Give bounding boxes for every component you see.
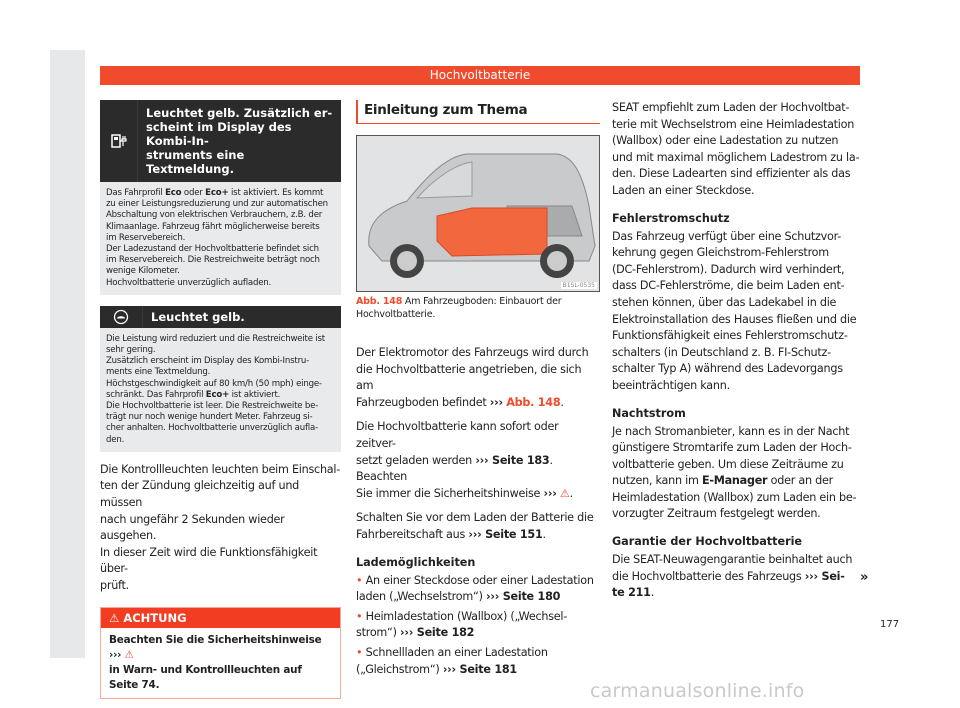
indicator-box-2-title: Leuchtet gelb. (151, 309, 245, 324)
section-heading: Einleitung zum Thema (356, 100, 600, 124)
text: E-Manager (701, 474, 768, 488)
paragraph: Die Kontrollleuchten leuchten beim Einschal- ten der Zündung gleichzeitig auf und müssen nach ungefähr 2 Sekunden wieder ausgehen. In dieser Zeit wird die Funktionsfähigkeit über- prüft. (100, 462, 341, 593)
bullet-icon: • (356, 573, 366, 587)
text: ››› (489, 395, 503, 409)
page-link[interactable]: ››› Seite 182 (400, 626, 475, 640)
warning-box (100, 607, 341, 699)
text: Eco+ (205, 188, 229, 198)
text: Heimladestation (Wallbox) („Wechsel- strom“) (356, 609, 568, 640)
paragraph: Das Fahrzeug verfügt über eine Schutzvor- kehrung gegen Gleichstrom-Fehlerstrom (DC-Fehlerstrom). Dadurch wird verhindert, dass DC-Fehlerströme, die beim Laden ent- stehen können, über das Ladekabel in die Elektroinstallation des Hauses fließen und die Funktionsfähigkeit eines Fehlerstromschutz- schalters (in Deutschland z. B. FI-Schutz- schalter Typ A) während des Ladevorgangs beeinträchtigen kann. (612, 229, 857, 392)
page-link[interactable]: ››› Seite 180 (486, 590, 561, 604)
page-link[interactable]: ››› Seite 183 (475, 453, 550, 467)
paragraph: SEAT empfiehlt zum Laden der Hochvoltbat- terie mit Wechselstrom eine Heimladestation (Wallbox) oder eine Ladestation zu nutzen und mit maximal möglichem Ladestrom zu la- den. Diese Ladearten sind effizienter als das Laden an einer Steckdose. (612, 101, 860, 197)
text: ist aktiviert. Es kommt zu einer Leistungsreduzierung und zur automatischen Abschaltung von elektrischen Verbrauchern, z.B. der Klimaanlage. Fahrzeug fährt möglicherweise bereits im Reservebereich. Der Ladezustand der Hochvoltbatterie befindet sich im Reservebereich. Die Restreichweite beträgt noch wenige Kilometer. Hochvoltbatterie unverzüglich aufladen. (106, 188, 328, 288)
text: Der Elektromotor des Fahrzeugs wird durch die Hochvoltbatterie angetrieben, die sich am Fahrzeugboden befindet (356, 346, 589, 409)
text: Schalten Sie vor dem Laden der Batterie die Fahrbereitschaft aus (356, 511, 594, 541)
text: Je nach Stromanbieter, kann es in der Nacht günstigere Stromtarife zum Laden der Hoch- voltbatterie geben. Um diese Zeiträume zu nutzen, kann im (612, 424, 852, 488)
page-link[interactable]: ››› Sei- te 211 (612, 569, 845, 600)
warning-link[interactable]: in Warn- und Kontrollleuchten auf Seite 74. (109, 663, 302, 691)
subheading: Lademöglichkeiten (356, 555, 476, 569)
indicator-box-1-body (100, 182, 341, 295)
text: Schnellladen an einer Ladestation („Gleichstrom“) (356, 645, 548, 676)
bullet-icon: • (356, 645, 366, 659)
figure-battery-location (356, 135, 600, 292)
warning-body (101, 628, 340, 698)
paragraph (612, 552, 862, 602)
text: Die Leistung wird reduziert und die Restreichweite ist sehr gering. Zusätzlich erscheint im Display des Kombi-Instru- ments eine Textmeldung. Höchstgeschwindigkeit auf 80 km/h (50 mph) einge- schränkt. Das Fahrprofil (106, 333, 325, 400)
text: Die SEAT-Neuwagengarantie beinhaltet auch die Hochvoltbatterie des Fahrzeugs (612, 553, 853, 583)
text: . Beachten Sie immer die Sicherheitshinweise (356, 453, 553, 500)
indicator-box-2-body (100, 328, 341, 452)
text: oder an der Heimladestation (Wallbox) zum Laden ein be- vorzugter Zeitraum festgelegt werden. (612, 474, 857, 521)
text: . (650, 586, 654, 600)
text: Beachten Sie die Sicherheitshinweise ››› (109, 633, 322, 661)
watermark: carmanualsonline.info (590, 680, 805, 702)
text: Eco (165, 188, 182, 198)
figure-code: B1SL-0535 (562, 282, 595, 289)
page-header: Hochvoltbatterie (100, 66, 860, 85)
column-1 (100, 100, 341, 699)
text: ››› (543, 486, 557, 500)
text: Eco+ (205, 389, 230, 400)
turtle-icon (100, 306, 143, 328)
paragraph: Schalten Sie vor dem Laden der Batterie die Fahrbereitschaft aus ››› Seite 151. (356, 511, 594, 541)
warning-icon: ⚠ (559, 486, 570, 500)
column-3 (612, 100, 862, 602)
warning-icon: ⚠ (109, 610, 124, 625)
figure-ref: Abb. 148 (356, 296, 403, 307)
text: ist aktiviert. Die Hochvoltbatterie ist leer. Die Restreichweite be- trägt nur noch wenige hundert Meter. Fahrzeug si- cher anhalten. Hochvoltbatterie unverzüglich aufla- den. (106, 389, 319, 445)
page-number: 177 (880, 619, 900, 630)
warning-icon: ⚠ (124, 648, 134, 661)
continue-mark: » (860, 570, 869, 585)
figure-link[interactable]: Abb. 148 (506, 395, 561, 409)
page-link[interactable]: ››› Seite 151 (468, 527, 543, 541)
column-2 (356, 100, 600, 678)
subheading: Fehlerstromschutz (612, 211, 730, 225)
paragraph: Der Elektromotor des Fahrzeugs wird durch die Hochvoltbatterie angetrieben, die sich am Fahrzeugboden befindet ››› Abb. 148. (356, 346, 589, 409)
subheading: Nachtstrom (612, 406, 686, 420)
indicator-box-1-header (100, 100, 341, 182)
indicator-box-1-title: Leuchtet gelb. Zusätzlich er- scheint im Display des Kombi-In- struments eine Textmeldung. (146, 106, 333, 176)
bullet-icon: • (356, 609, 366, 623)
text: Das Fahrprofil (106, 188, 166, 198)
text: oder (181, 188, 206, 198)
indicator-box-2-header (100, 306, 341, 328)
page-link[interactable]: ››› Seite 181 (442, 662, 517, 676)
figure-caption (356, 296, 600, 321)
car-illustration (357, 136, 600, 292)
list-item (356, 609, 600, 642)
fuel-plug-icon (100, 100, 138, 182)
text: An einer Steckdose oder einer Ladestation laden („Wechselstrom“) (356, 573, 594, 604)
paragraph: Die Hochvoltbatterie kann sofort oder zeitver- setzt geladen werden ››› Seite 183. Beachten Sie immer die Sicherheitshinweise ››› ⚠. (356, 420, 573, 500)
list-item (356, 645, 600, 678)
subheading: Garantie der Hochvoltbatterie (612, 535, 803, 549)
warning-header (101, 608, 340, 628)
paragraph (612, 424, 862, 524)
list-item (356, 573, 600, 606)
warning-title: ACHTUNG (123, 610, 187, 625)
text: Die Hochvoltbatterie kann sofort oder zeitver- setzt geladen werden (356, 420, 559, 467)
text: Am Fahrzeugboden: Einbauort der Hochvoltbatterie. (356, 296, 562, 320)
